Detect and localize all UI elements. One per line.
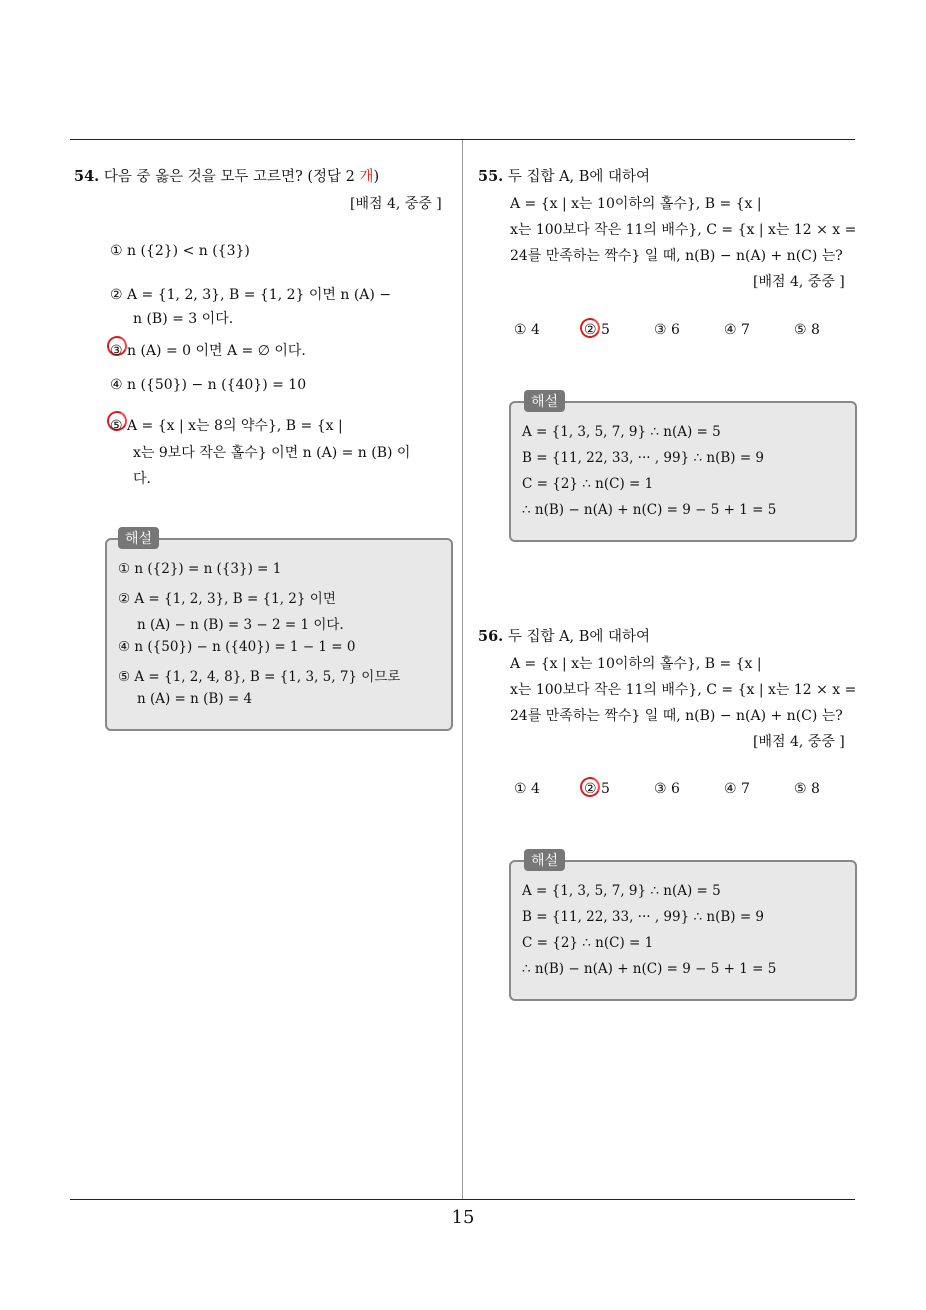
q56-option-1[interactable]: ① 4 bbox=[514, 781, 540, 797]
q54-choice-2-cont: n (B) = 3 이다. bbox=[133, 311, 234, 327]
q56-title bbox=[478, 625, 650, 646]
q54-title-end: ) bbox=[373, 169, 380, 185]
q56-option-4[interactable]: ④ 7 bbox=[724, 781, 750, 797]
q56-body-line: 24를 만족하는 짝수} 일 때, n(B) − n(A) + n(C) 는? bbox=[510, 708, 843, 724]
q55-solution-box bbox=[509, 401, 857, 542]
q54-choice-3[interactable]: ③ n (A) = 0 이면 A = ∅ 이다. bbox=[110, 343, 306, 359]
q55-option-2[interactable]: ② 5 bbox=[584, 322, 610, 338]
q55-option-3[interactable]: ③ 6 bbox=[654, 322, 680, 338]
page-number: 15 bbox=[451, 1207, 475, 1228]
q54-solution-line: ① n ({2}) = n ({3}) = 1 bbox=[118, 561, 282, 577]
q55-meta: [배점 4, 중중 ] bbox=[753, 274, 845, 290]
column-divider bbox=[462, 140, 463, 1200]
q56-body-line: x는 100보다 작은 11의 배수}, C = {x | x는 12 × x = bbox=[510, 682, 857, 698]
q56-title-text: 두 집합 A, B에 대하여 bbox=[507, 629, 651, 645]
q55-solution-line: A = {1, 3, 5, 7, 9} ∴ n(A) = 5 bbox=[522, 424, 721, 440]
q56-solution-box bbox=[509, 860, 857, 1001]
q54-title-red: 개 bbox=[359, 169, 374, 185]
q55-solution-tag: 해설 bbox=[524, 390, 565, 412]
q54-meta: [배점 4, 중중 ] bbox=[350, 196, 442, 212]
q55-option-1[interactable]: ① 4 bbox=[514, 322, 540, 338]
q55-solution-line: ∴ n(B) − n(A) + n(C) = 9 − 5 + 1 = 5 bbox=[522, 502, 777, 518]
q55-title bbox=[478, 165, 650, 186]
q55-body-line: A = {x | x는 10이하의 홀수}, B = {x | bbox=[510, 196, 762, 212]
q54-solution-line: n (A) = n (B) = 4 bbox=[137, 691, 253, 707]
q55-body-line: x는 100보다 작은 11의 배수}, C = {x | x는 12 × x = bbox=[510, 222, 857, 238]
q56-option-3[interactable]: ③ 6 bbox=[654, 781, 680, 797]
q54-choice-4[interactable]: ④ n ({50}) − n ({40}) = 10 bbox=[110, 377, 307, 393]
q54-solution-line: ④ n ({50}) − n ({40}) = 1 − 1 = 0 bbox=[118, 639, 356, 655]
q54-choice-1[interactable]: ① n ({2}) < n ({3}) bbox=[110, 243, 250, 259]
q55-solution-line: C = {2} ∴ n(C) = 1 bbox=[522, 476, 654, 492]
q55-option-5[interactable]: ⑤ 8 bbox=[794, 322, 820, 338]
q56-solution-tag: 해설 bbox=[524, 849, 565, 871]
q56-body-line: A = {x | x는 10이하의 홀수}, B = {x | bbox=[510, 656, 762, 672]
q55-solution-line: B = {11, 22, 33, ··· , 99} ∴ n(B) = 9 bbox=[522, 450, 765, 466]
q54-choice-5[interactable]: ⑤ A = {x | x는 8의 약수}, B = {x | bbox=[110, 418, 343, 434]
q56-number: 56. bbox=[478, 628, 504, 645]
q55-title-text: 두 집합 A, B에 대하여 bbox=[507, 169, 651, 185]
q55-number: 55. bbox=[478, 168, 504, 185]
q54-choice-2[interactable]: ② A = {1, 2, 3}, B = {1, 2} 이면 n (A) − bbox=[110, 287, 392, 303]
bottom-rule bbox=[70, 1199, 855, 1200]
q54-solution-line: n (A) − n (B) = 3 − 2 = 1 이다. bbox=[137, 617, 344, 633]
q56-meta: [배점 4, 중중 ] bbox=[753, 734, 845, 750]
q56-solution-line: C = {2} ∴ n(C) = 1 bbox=[522, 935, 654, 951]
q54-solution-line: ⑤ A = {1, 2, 4, 8}, B = {1, 3, 5, 7} 이므로 bbox=[118, 669, 401, 685]
q56-option-2[interactable]: ② 5 bbox=[584, 781, 610, 797]
q54-choice-5-cont: x는 9보다 작은 홀수} 이면 n (A) = n (B) 이 bbox=[133, 445, 411, 461]
q54-solution-line: ② A = {1, 2, 3}, B = {1, 2} 이면 bbox=[118, 591, 336, 607]
q54-number: 54. bbox=[74, 168, 100, 185]
q55-option-4[interactable]: ④ 7 bbox=[724, 322, 750, 338]
q56-solution-line: B = {11, 22, 33, ··· , 99} ∴ n(B) = 9 bbox=[522, 909, 765, 925]
q54-title-text: 다음 중 옳은 것을 모두 고르면? (정답 2 bbox=[103, 169, 360, 185]
q56-solution-line: ∴ n(B) − n(A) + n(C) = 9 − 5 + 1 = 5 bbox=[522, 961, 777, 977]
q54-title bbox=[74, 165, 379, 186]
q56-option-5[interactable]: ⑤ 8 bbox=[794, 781, 820, 797]
q55-body-line: 24를 만족하는 짝수} 일 때, n(B) − n(A) + n(C) 는? bbox=[510, 248, 843, 264]
q54-choice-5-cont2: 다. bbox=[133, 471, 151, 487]
q56-solution-line: A = {1, 3, 5, 7, 9} ∴ n(A) = 5 bbox=[522, 883, 721, 899]
q54-solution-tag: 해설 bbox=[118, 527, 159, 549]
